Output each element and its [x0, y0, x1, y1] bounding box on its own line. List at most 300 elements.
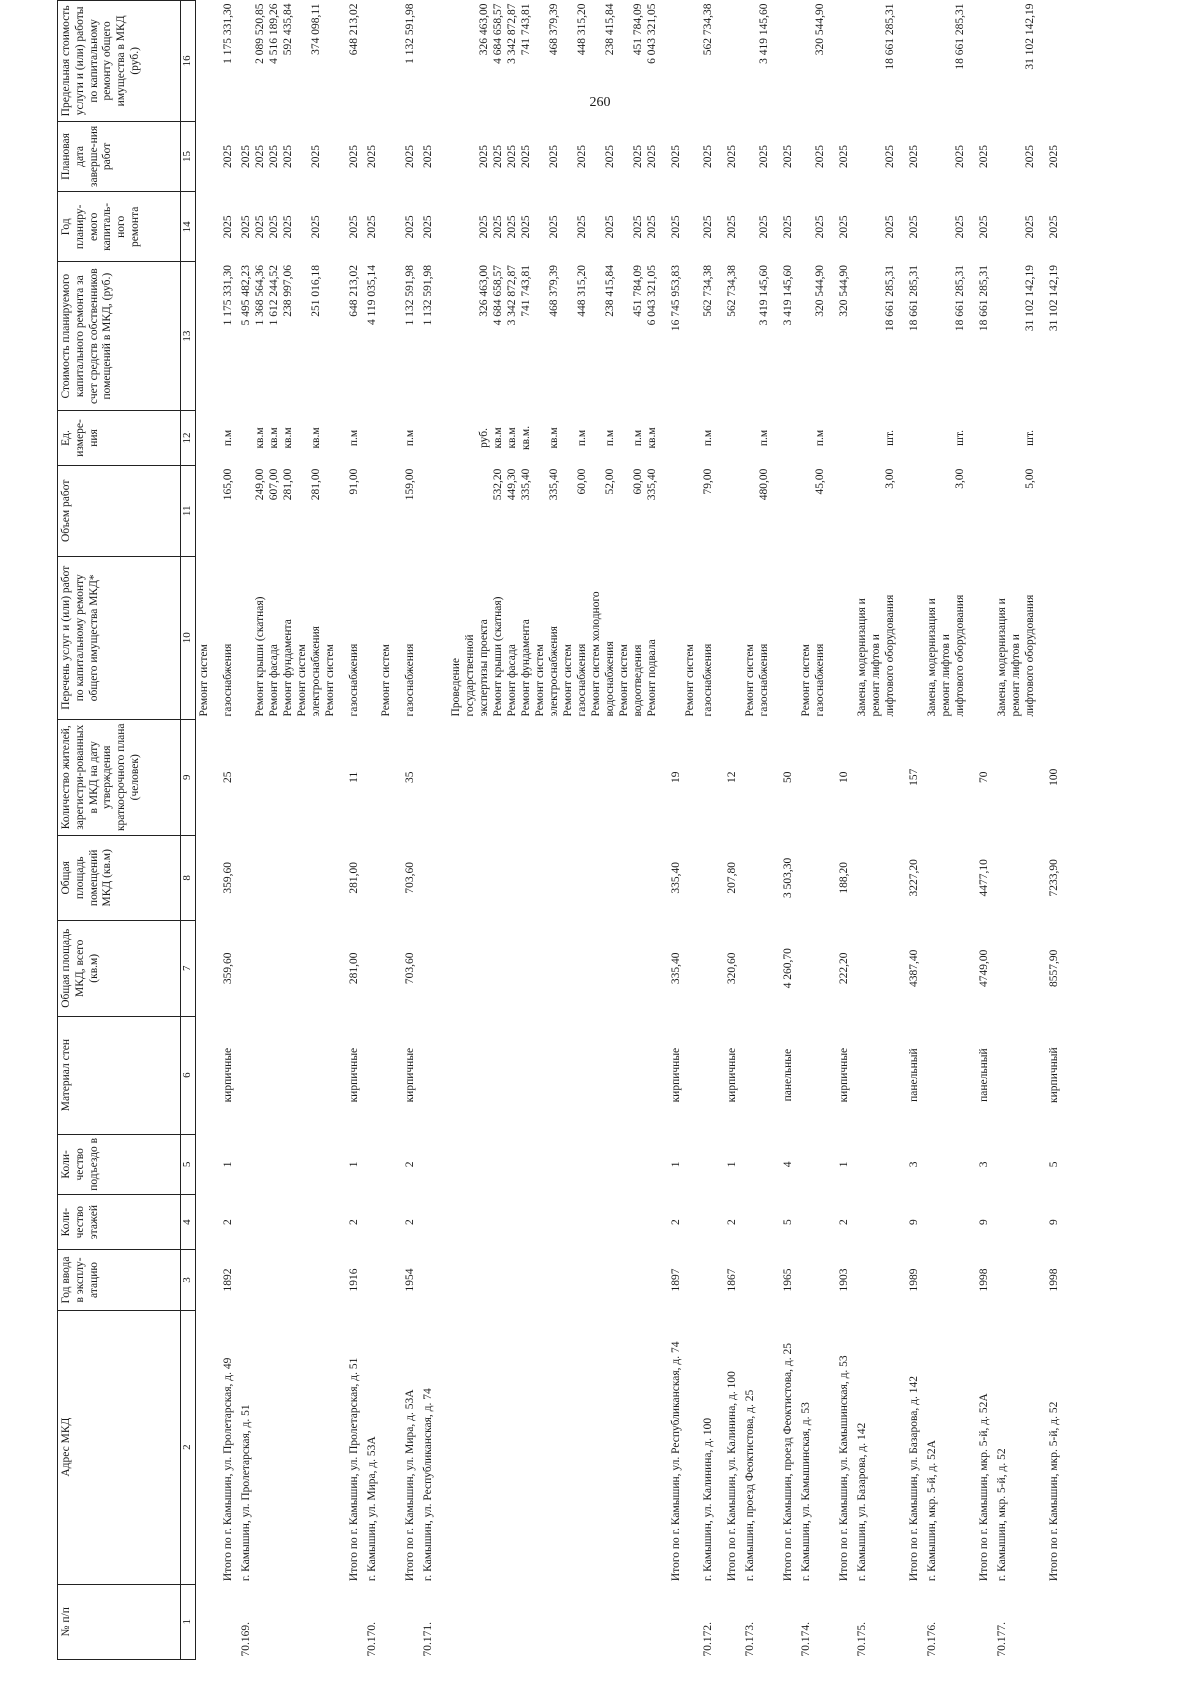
plan-year-line: 2025 [492, 215, 504, 239]
total-area [700, 921, 718, 1017]
end-year-line [324, 124, 338, 188]
limit-cost-line [464, 4, 478, 119]
total-area: 359,60 [222, 952, 234, 985]
total-area [420, 921, 662, 1017]
cost-line [436, 265, 450, 407]
work-volume-line: 60,00 [576, 468, 588, 495]
entrances [742, 1134, 774, 1194]
end-year-line: 2025 [1024, 144, 1036, 168]
end-year-line [296, 124, 310, 188]
limit-cost-line [534, 4, 548, 119]
limit-cost [718, 1, 742, 122]
work-list-line: Замена, модернизация и [926, 598, 938, 717]
work-volume-line: 335,40 [520, 468, 532, 501]
work-list-line [1048, 559, 1062, 716]
entrances: 4 [782, 1161, 794, 1168]
end-year-line: 2025 [492, 144, 504, 168]
column-number-13: 13 [181, 262, 196, 410]
limit-cost-line: 592 435,84 [282, 3, 294, 56]
plan-year-line: 2025 [506, 215, 518, 239]
cost-line: 3 342 872,87 [506, 265, 518, 326]
residents: 12 [726, 771, 738, 784]
house-row [196, 1, 215, 1660]
house-row [742, 1, 774, 1660]
plan-year-line [450, 195, 464, 259]
limit-cost-line: 320 544,90 [814, 3, 826, 56]
end-year [900, 121, 924, 191]
column-header-11: Объем работ [58, 466, 181, 556]
plan-year-line: 2025 [404, 215, 416, 239]
work-list-line: экспертизы проекта [478, 619, 490, 717]
cost-line: 251 016,18 [310, 265, 322, 317]
cost-line: 18 661 285,31 [978, 265, 990, 332]
column-header-7: Общая площадь МКД, всего (кв.м) [58, 921, 181, 1017]
entrances [854, 1134, 900, 1194]
unit-line [464, 413, 478, 462]
work-volume-line: 5,00 [1024, 468, 1036, 489]
end-year-line: 2025 [404, 144, 416, 168]
cost-line [926, 265, 940, 407]
work-volume-line [870, 469, 884, 553]
plan-year-line: 2025 [1048, 215, 1060, 239]
total-area: 4 260,70 [782, 948, 794, 989]
work-list-line: Ремонт систем [324, 644, 336, 717]
work-list [718, 556, 742, 719]
cost-line: 562 734,38 [702, 265, 714, 317]
floors [994, 1195, 1040, 1250]
limit-cost-line [838, 4, 852, 119]
residents [238, 719, 340, 835]
limit-cost [924, 1, 970, 122]
entrances: 1 [222, 1161, 234, 1168]
cost [742, 262, 774, 410]
end-year-line [562, 124, 576, 188]
column-number-1: 1 [181, 1584, 196, 1659]
work-volume [830, 466, 854, 556]
plan-year [364, 192, 396, 262]
end-year [924, 121, 970, 191]
cost-line: 16 745 953,83 [670, 265, 682, 332]
work-volume-line [436, 469, 450, 553]
plan-year [662, 192, 700, 262]
work-list-line: электроснабжения [310, 626, 322, 717]
total-area: 335,40 [670, 952, 682, 985]
end-year-line: 2025 [422, 144, 434, 168]
unit-line [744, 413, 758, 462]
address: г. Камышин, ул. Республиканская, д. 74 [422, 1388, 434, 1582]
address: Итого по г. Камышин, мкр. 5-й, д. 52 [1048, 1401, 1060, 1582]
plan-year-line: 2025 [838, 215, 850, 239]
work-list-line: ремонт лифтов и [870, 634, 882, 717]
work-volume-line [450, 469, 464, 553]
work-list-line: лифтового оборудования [954, 594, 966, 717]
end-year-line: 2025 [814, 144, 826, 168]
plan-year-line: 2025 [814, 215, 826, 239]
work-volume-line: 335,40 [646, 468, 658, 501]
end-year-line: 2025 [838, 144, 850, 168]
cost-line [198, 265, 212, 407]
cost-line: 31 102 142,19 [1048, 265, 1060, 332]
total-area [196, 921, 215, 1017]
work-volume-line [534, 469, 548, 553]
floors: 2 [222, 1219, 234, 1226]
limit-cost-line [436, 4, 450, 119]
year-built: 1954 [404, 1268, 416, 1292]
work-volume-line: 281,00 [282, 468, 294, 501]
work-list-line [978, 559, 992, 716]
plan-year [798, 192, 830, 262]
unit-line [296, 413, 310, 462]
work-volume-line: 480,00 [758, 468, 770, 501]
year-built: 1892 [222, 1268, 234, 1292]
work-list-line: Ремонт систем [380, 644, 392, 717]
end-year-line: 2025 [604, 144, 616, 168]
work-volume-line [908, 469, 922, 553]
house-row [364, 1, 396, 1660]
work-volume-line: 335,40 [548, 468, 560, 501]
total-row [774, 1, 798, 1660]
unit [900, 410, 924, 465]
cost-line [534, 265, 548, 407]
address: г. Камышин, ул. Камышинская, д. 53 [800, 1402, 812, 1582]
cost [970, 262, 994, 410]
residents: 50 [782, 771, 794, 784]
column-number-8: 8 [181, 835, 196, 920]
work-volume [718, 466, 742, 556]
wall-material [196, 1016, 215, 1134]
house-row [798, 1, 830, 1660]
plan-year-line: 2025 [758, 215, 770, 239]
floors [238, 1195, 340, 1250]
unit-line [684, 413, 698, 462]
wall-material: панельные [782, 1048, 794, 1102]
end-year-line [450, 124, 464, 188]
unit [798, 410, 830, 465]
rooms-area: 188,20 [838, 862, 850, 894]
column-number-12: 12 [181, 410, 196, 465]
end-year-line [684, 124, 698, 188]
cost-line: 1 132 591,98 [404, 265, 416, 326]
unit [830, 410, 854, 465]
year-built [196, 1250, 215, 1310]
limit-cost [700, 1, 718, 122]
limit-cost-line: 451 784,09 [632, 3, 644, 56]
plan-year-line: 2025 [254, 215, 266, 239]
unit [924, 410, 970, 465]
address: Итого по г. Камышин, ул. Республиканская, д. 74 [670, 1341, 682, 1582]
unit-line: руб. [478, 427, 490, 448]
address: г. Камышин, мкр. 5-й, д. 52 [996, 1448, 1008, 1582]
work-volume [196, 466, 215, 556]
work-list-line [782, 559, 796, 716]
work-list [396, 556, 420, 719]
row-number [774, 1584, 798, 1659]
limit-cost [1040, 1, 1064, 122]
work-list-line: Ремонт подвала [646, 639, 658, 717]
total-area [994, 921, 1040, 1017]
unit-line: кв.м [506, 427, 518, 449]
work-volume-line [366, 469, 380, 553]
floors: 9 [908, 1219, 920, 1226]
unit-line [670, 413, 684, 462]
limit-cost [420, 1, 662, 122]
work-list [700, 556, 718, 719]
work-list-line [726, 559, 740, 716]
capital-repair-table [57, 0, 1064, 1660]
row-number [396, 1584, 420, 1659]
total-area: 4749,00 [978, 949, 990, 987]
plan-year-line: 2025 [1024, 215, 1036, 239]
entrances [420, 1134, 662, 1194]
unit-line [996, 413, 1010, 462]
residents [994, 719, 1040, 835]
floors: 2 [670, 1219, 682, 1226]
column-number-6: 6 [181, 1016, 196, 1134]
row-number: 70.176. [926, 1622, 938, 1657]
work-volume [924, 466, 970, 556]
year-built: 1998 [978, 1268, 990, 1292]
limit-cost-line: 3 419 145,60 [758, 3, 770, 64]
limit-cost-line [422, 4, 436, 119]
cost-line [856, 265, 870, 407]
end-year-line: 2025 [884, 144, 896, 168]
rooms-area: 7233,90 [1048, 859, 1060, 897]
end-year-line: 2025 [1048, 144, 1060, 168]
plan-year-line [296, 195, 310, 259]
plan-year [924, 192, 970, 262]
work-volume-line: 532,20 [492, 468, 504, 501]
work-list-line: газоснабжения [702, 643, 714, 717]
work-list-line: государственной [464, 634, 476, 717]
row-number [340, 1584, 364, 1659]
end-year-line: 2025 [254, 144, 266, 168]
entrances: 1 [348, 1161, 360, 1168]
end-year [364, 121, 396, 191]
column-header-9: Количество жителей, зарегистри-рованных в МКД на дату утверждения краткосрочного плана (человек) [58, 719, 181, 835]
work-volume [970, 466, 994, 556]
entrances [924, 1134, 970, 1194]
limit-cost-line: 468 379,39 [548, 3, 560, 56]
house-row [854, 1, 900, 1660]
cost [196, 262, 215, 410]
plan-year [700, 192, 718, 262]
cost-line [940, 265, 954, 407]
row-number: 70.171. [422, 1622, 434, 1657]
cost-line: 320 544,90 [814, 265, 826, 317]
plan-year-line: 2025 [422, 215, 434, 239]
limit-cost-line [618, 4, 632, 119]
end-year-line: 2025 [548, 144, 560, 168]
row-number: 70.174. [800, 1622, 812, 1657]
limit-cost-line [240, 4, 254, 119]
total-area: 222,20 [838, 952, 850, 985]
rooms-area [994, 835, 1040, 920]
unit [854, 410, 900, 465]
limit-cost-line [940, 4, 954, 119]
rooms-area [364, 835, 396, 920]
cost [900, 262, 924, 410]
address: Итого по г. Камышин, мкр. 5-й, д. 52А [978, 1393, 990, 1582]
work-list-line: Ремонт систем холодного [590, 591, 602, 717]
year-built: 1916 [348, 1268, 360, 1292]
cost [830, 262, 854, 410]
total-area [798, 921, 830, 1017]
work-list-line: Ремонт фундамента [520, 619, 532, 717]
unit-line [856, 413, 870, 462]
limit-cost-line: 6 043 321,05 [646, 3, 658, 64]
column-number-5: 5 [181, 1134, 196, 1194]
column-header-15: Плановая дата заверше-ния работ [58, 121, 181, 191]
unit-line: кв.м [646, 427, 658, 449]
column-number-7: 7 [181, 921, 196, 1017]
year-built [742, 1250, 774, 1310]
plan-year-line: 2025 [366, 215, 378, 239]
rotated-table-sheet [57, 0, 1200, 1660]
plan-year-line [744, 195, 758, 259]
work-list-line: Ремонт систем [562, 644, 574, 717]
column-header-3: Год ввода в эксплу-атацию [58, 1250, 181, 1310]
house-row [420, 1, 662, 1660]
work-volume-line [1048, 469, 1062, 553]
plan-year [340, 192, 364, 262]
plan-year-line: 2025 [954, 215, 966, 239]
work-list [970, 556, 994, 719]
plan-year [214, 192, 238, 262]
cost-line [464, 265, 478, 407]
end-year-line: 2025 [348, 144, 360, 168]
work-volume [364, 466, 396, 556]
unit [214, 410, 238, 465]
floors: 5 [782, 1219, 794, 1226]
end-year-line [534, 124, 548, 188]
work-volume-line: 249,00 [254, 468, 266, 501]
wall-material: кирпичные [348, 1047, 360, 1103]
end-year-line [870, 124, 884, 188]
unit-line [800, 413, 814, 462]
limit-cost-line: 18 661 285,31 [954, 3, 966, 70]
unit-line [870, 413, 884, 462]
floors [364, 1195, 396, 1250]
rooms-area: 207,80 [726, 862, 738, 894]
cost-line: 326 463,00 [478, 265, 490, 317]
plan-year-line: 2025 [548, 215, 560, 239]
limit-cost [662, 1, 700, 122]
unit-line: п.м [222, 429, 234, 447]
work-list-line [838, 559, 852, 716]
plan-year-line: 2025 [240, 215, 252, 239]
year-built [420, 1250, 662, 1310]
cost-line: 3 419 145,60 [758, 265, 770, 326]
residents: 10 [838, 771, 850, 784]
work-list [742, 556, 774, 719]
column-number-16: 16 [181, 1, 196, 122]
end-year [718, 121, 742, 191]
residents [798, 719, 830, 835]
total-row [662, 1, 700, 1660]
column-header-14: Год планиру-емого капиталь-ного ремонта [58, 192, 181, 262]
unit-line: п.м [758, 429, 770, 447]
end-year [214, 121, 238, 191]
rooms-area [196, 835, 215, 920]
end-year [994, 121, 1040, 191]
limit-cost-line: 1 132 591,98 [404, 3, 416, 64]
total-area: 320,60 [726, 952, 738, 985]
plan-year-line [940, 195, 954, 259]
address: г. Камышин, ул. Пролетарская, д. 51 [240, 1404, 252, 1582]
wall-material [924, 1016, 970, 1134]
address: г. Камышин, мкр. 5-й, д. 52А [926, 1440, 938, 1582]
plan-year-line [324, 195, 338, 259]
entrances: 1 [726, 1161, 738, 1168]
total-row [970, 1, 994, 1660]
row-number: 70.169. [240, 1622, 252, 1657]
column-header-1: № п/п [58, 1584, 181, 1659]
total-row [900, 1, 924, 1660]
work-list-line: Замена, модернизация и [856, 598, 868, 717]
wall-material [742, 1016, 774, 1134]
floors [742, 1195, 774, 1250]
limit-cost-line: 1 175 331,30 [222, 3, 234, 64]
end-year-line [464, 124, 478, 188]
unit-line: п.м [348, 429, 360, 447]
unit-line [450, 413, 464, 462]
cost [364, 262, 396, 410]
work-volume-line [240, 469, 254, 553]
year-built [798, 1250, 830, 1310]
total-area [742, 921, 774, 1017]
unit [718, 410, 742, 465]
residents [196, 719, 215, 835]
limit-cost-line [198, 4, 212, 119]
plan-year-line: 2025 [670, 215, 682, 239]
wall-material [238, 1016, 340, 1134]
row-number [196, 1584, 215, 1659]
wall-material [700, 1016, 718, 1134]
unit-line [782, 413, 796, 462]
unit-line: шт. [954, 430, 966, 446]
end-year-line [996, 124, 1010, 188]
plan-year [718, 192, 742, 262]
work-volume-line [670, 469, 684, 553]
plan-year-line [800, 195, 814, 259]
work-list [1040, 556, 1064, 719]
address: Итого по г. Камышин, ул. Калинина, д. 100 [726, 1371, 738, 1582]
entrances: 1 [838, 1161, 850, 1168]
plan-year [742, 192, 774, 262]
residents: 70 [978, 771, 990, 784]
header-row [58, 1, 181, 1660]
work-list [830, 556, 854, 719]
end-year-line [800, 124, 814, 188]
cost-line: 562 734,38 [726, 265, 738, 317]
total-row [340, 1, 364, 1660]
unit-line: п.м [632, 429, 644, 447]
work-volume-line: 281,00 [310, 468, 322, 501]
residents [742, 719, 774, 835]
cost-line: 18 661 285,31 [908, 265, 920, 332]
year-built: 1998 [1048, 1268, 1060, 1292]
end-year [420, 121, 662, 191]
wall-material: кирпичные [838, 1047, 850, 1103]
wall-material [798, 1016, 830, 1134]
limit-cost-line: 326 463,00 [478, 3, 490, 56]
unit [742, 410, 774, 465]
cost [924, 262, 970, 410]
work-list-line: Замена, модернизация и [996, 598, 1008, 717]
work-list-line: Ремонт фасада [268, 644, 280, 717]
limit-cost-line [800, 4, 814, 119]
work-list-line: Ремонт систем [800, 644, 812, 717]
